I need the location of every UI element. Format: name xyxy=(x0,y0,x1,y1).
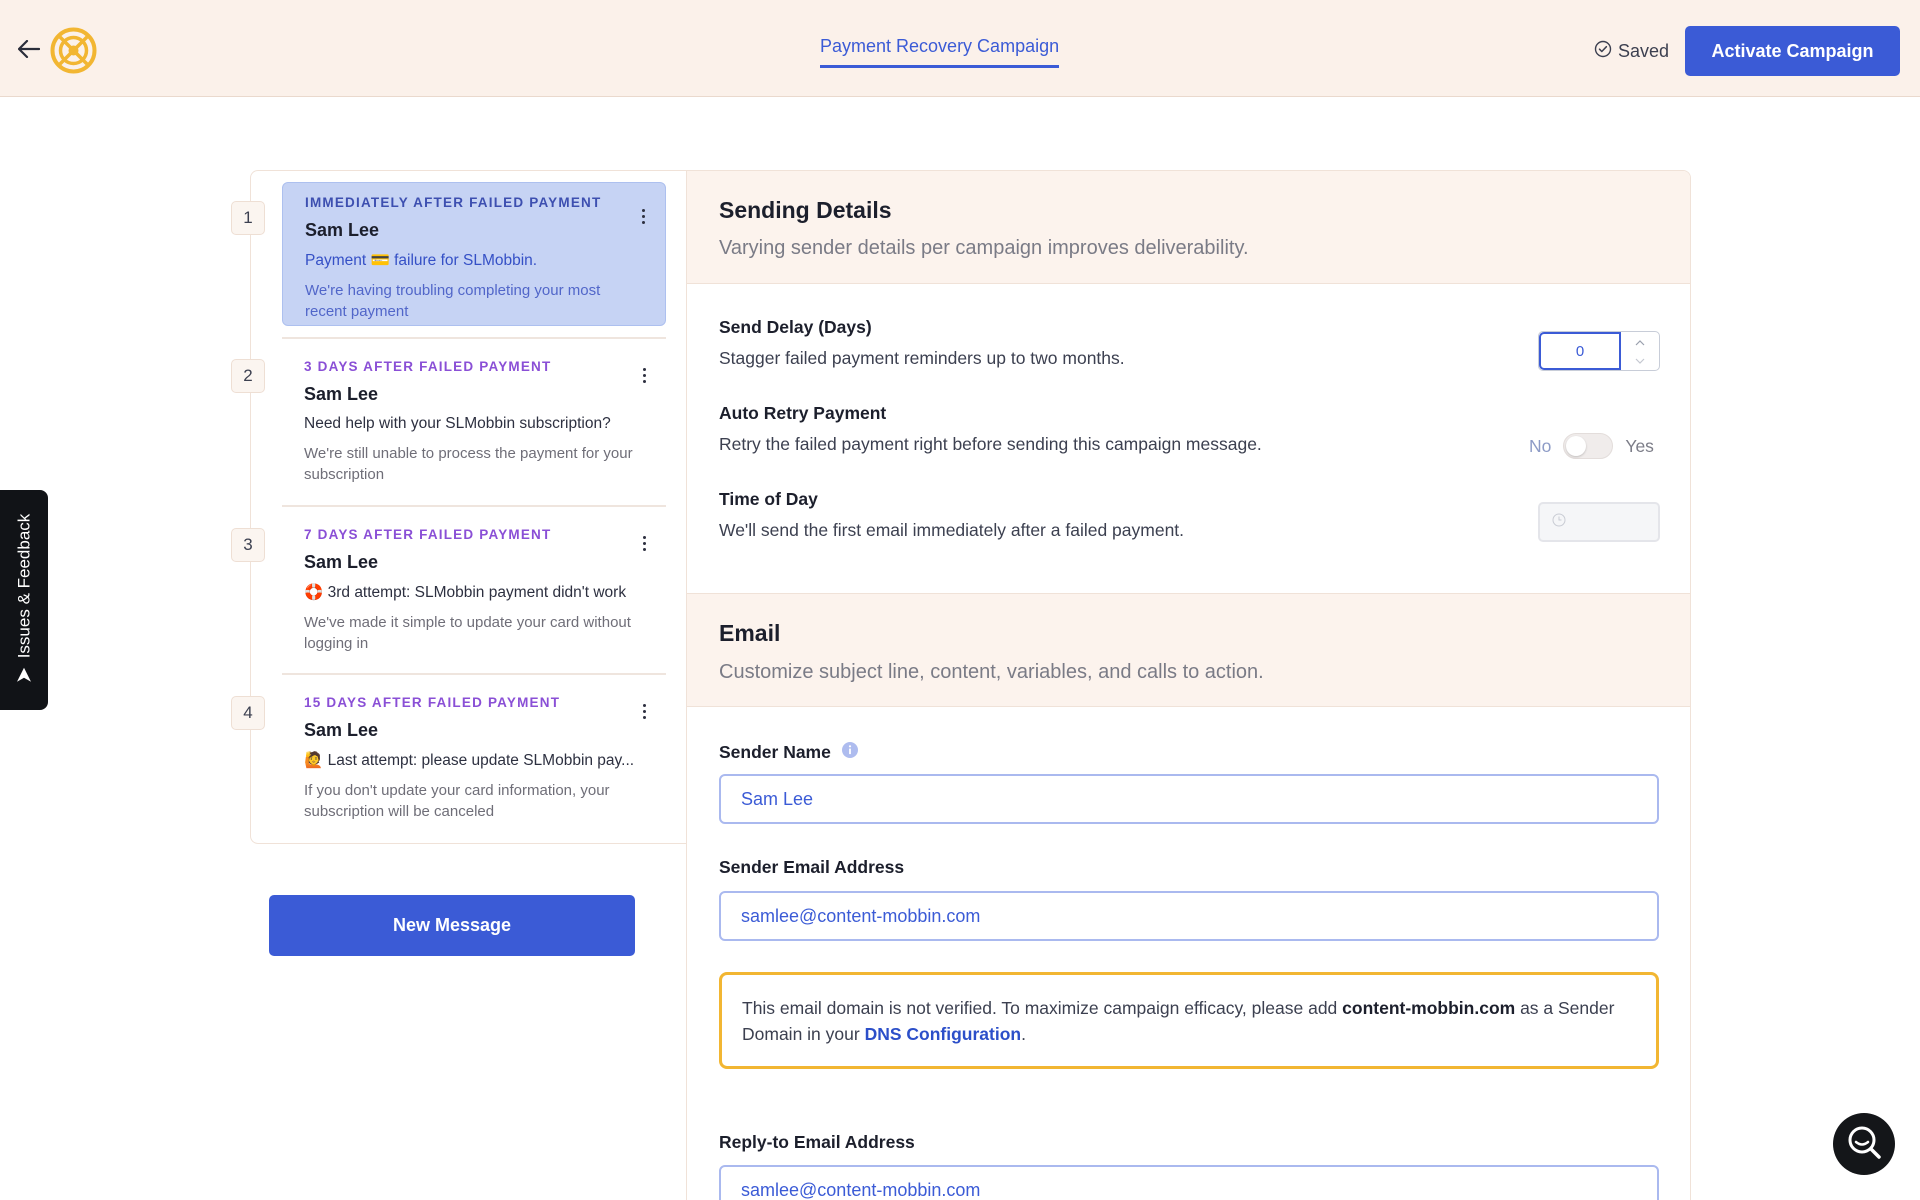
auto-retry-toggle[interactable] xyxy=(1563,433,1613,459)
step-number-1: 1 xyxy=(231,201,265,235)
message-sender: Sam Lee xyxy=(305,220,380,240)
top-header xyxy=(0,0,1920,97)
warning-text-start: This email domain is not verified. To maximize campaign efficacy, please add xyxy=(742,998,1343,1018)
message-card-2[interactable] xyxy=(282,337,666,505)
message-sender: Sam Lee xyxy=(304,552,379,572)
email-section-header xyxy=(687,593,1691,707)
more-options-icon[interactable] xyxy=(633,205,653,227)
help-search-button[interactable] xyxy=(1833,1113,1895,1175)
issues-feedback-tab[interactable] xyxy=(0,490,48,710)
chevron-up-icon[interactable] xyxy=(1634,334,1646,352)
more-options-icon[interactable] xyxy=(634,364,654,386)
more-options-icon[interactable] xyxy=(634,532,654,554)
chevron-down-icon[interactable] xyxy=(1634,352,1646,370)
sender-name-label-row xyxy=(719,741,859,764)
saved-status xyxy=(1594,40,1669,63)
message-subject: 🛟 3rd attempt: SLMobbin payment didn't work xyxy=(304,584,627,601)
warning-domain: content-mobbin.com xyxy=(1342,998,1516,1018)
message-sender: Sam Lee xyxy=(304,720,379,740)
sending-details-title: Sending Details xyxy=(719,197,892,223)
sending-details-header xyxy=(687,171,1691,284)
step-number-3: 3 xyxy=(231,528,265,562)
message-preview: We're still unable to process the payment for your subscription xyxy=(304,445,633,483)
message-timing: 3 DAYS AFTER FAILED PAYMENT xyxy=(304,359,552,374)
sender-name-label: Sender Name xyxy=(719,742,831,762)
message-timing: IMMEDIATELY AFTER FAILED PAYMENT xyxy=(305,195,602,210)
auto-retry-label: Auto Retry Payment xyxy=(719,403,887,423)
feedback-label: Issues & Feedback xyxy=(14,513,33,659)
saved-label: Saved xyxy=(1618,41,1670,61)
message-preview: If you don't update your card information, your subscription will be canceled xyxy=(304,782,610,820)
email-section-title: Email xyxy=(719,620,781,646)
email-section-subtitle: Customize subject line, content, variables, and calls to action. xyxy=(719,661,1264,683)
message-subject: Need help with your SLMobbin subscription? xyxy=(304,415,611,432)
step-number-4: 4 xyxy=(231,696,265,730)
tab-payment-recovery-campaign[interactable]: Payment Recovery Campaign xyxy=(820,36,1059,68)
reply-to-label: Reply-to Email Address xyxy=(719,1132,915,1152)
message-timing: 7 DAYS AFTER FAILED PAYMENT xyxy=(304,527,552,542)
clock-icon xyxy=(1552,513,1566,532)
sender-name-input[interactable] xyxy=(719,774,1659,824)
search-icon xyxy=(1845,1123,1883,1166)
send-delay-label: Send Delay (Days) xyxy=(719,317,872,337)
send-arrow-icon xyxy=(15,666,33,689)
toggle-no-label: No xyxy=(1529,435,1552,456)
sender-email-input[interactable] xyxy=(719,891,1659,941)
message-settings-panel xyxy=(686,170,1691,1200)
time-of-day-label: Time of Day xyxy=(719,489,818,509)
send-delay-value[interactable]: 0 xyxy=(1539,332,1621,370)
sender-email-label: Sender Email Address xyxy=(719,857,905,877)
time-of-day-input[interactable] xyxy=(1538,502,1660,542)
new-message-button[interactable]: New Message xyxy=(269,895,635,956)
toggle-yes-label: Yes xyxy=(1625,435,1654,456)
message-preview: We've made it simple to update your card without logging in xyxy=(304,614,631,652)
message-subject: 🙋 Last attempt: please update SLMobbin pay... xyxy=(304,752,635,769)
send-delay-description: Stagger failed payment reminders up to two months. xyxy=(719,348,1125,368)
auto-retry-toggle-group xyxy=(1529,433,1654,459)
message-subject: Payment 💳 failure for SLMobbin. xyxy=(305,252,538,269)
message-sender: Sam Lee xyxy=(304,384,379,404)
domain-warning-banner xyxy=(719,972,1659,1069)
auto-retry-description: Retry the failed payment right before sending this campaign message. xyxy=(719,434,1262,454)
back-arrow-icon[interactable] xyxy=(16,36,42,62)
dns-configuration-link[interactable]: DNS Configuration xyxy=(864,1024,1022,1044)
message-preview: We're having troubling completing your most recent payment xyxy=(305,282,601,320)
check-circle-icon xyxy=(1594,40,1612,63)
brand-logo xyxy=(50,27,97,74)
message-card-3[interactable] xyxy=(282,505,666,673)
send-delay-stepper[interactable] xyxy=(1538,331,1660,371)
time-of-day-description: We'll send the first email immediately after a failed payment. xyxy=(719,520,1185,540)
activate-campaign-button[interactable]: Activate Campaign xyxy=(1685,26,1900,76)
warning-text-end: . xyxy=(1021,1024,1026,1044)
reply-to-input[interactable] xyxy=(719,1165,1659,1200)
message-card-4[interactable] xyxy=(282,673,666,841)
more-options-icon[interactable] xyxy=(634,700,654,722)
warning-text-middle: as a Sender Domain in your xyxy=(742,998,1615,1044)
info-icon[interactable] xyxy=(841,741,859,764)
message-timing: 15 DAYS AFTER FAILED PAYMENT xyxy=(304,695,561,710)
step-number-2: 2 xyxy=(231,359,265,393)
message-card-1[interactable] xyxy=(282,182,666,326)
sending-details-subtitle: Varying sender details per campaign improves deliverability. xyxy=(719,237,1249,259)
